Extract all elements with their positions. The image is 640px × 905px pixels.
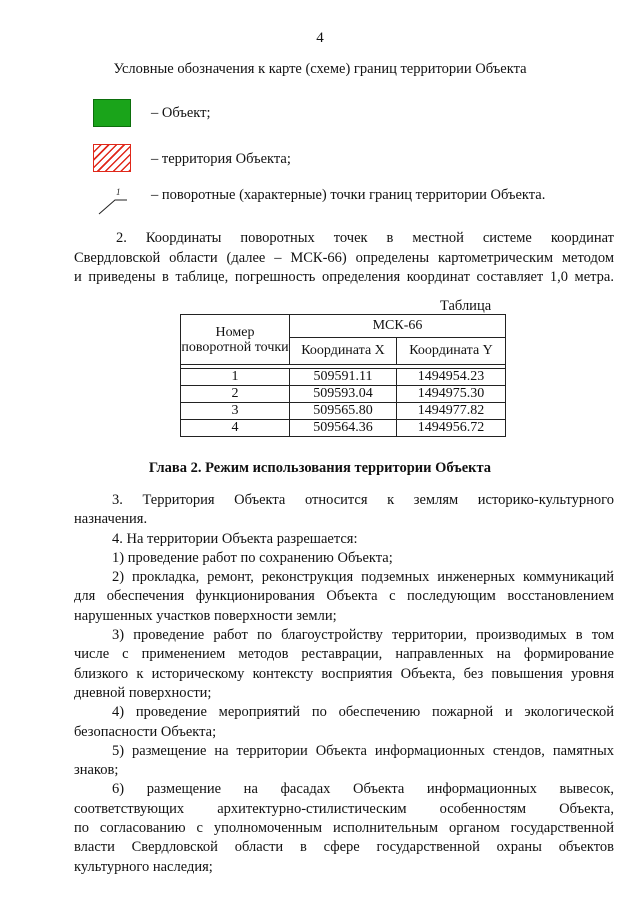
body-line: 1) проведение работ по сохранению Объекта; (112, 549, 393, 566)
cell-point: 2 (181, 386, 290, 403)
header-point-number: Номер поворотной точки (181, 315, 290, 365)
cell-y: 1494977.82 (397, 403, 506, 420)
body-line: 4. На территории Объекта разрешается: (112, 530, 358, 547)
body-line: назначения. (74, 511, 148, 528)
object-swatch-icon (93, 99, 131, 127)
body-line: 6) размещение на фасадах Объекта информационных вывесок, (112, 781, 614, 798)
paragraph-line: 2. Координаты поворотных точек в местной системе координат (116, 230, 614, 246)
body-line: 3) проведение работ по благоустройству территории, производимых в том (112, 627, 614, 644)
header-msk66: МСК-66 (290, 315, 506, 338)
cell-x: 509591.11 (290, 369, 397, 386)
page-number: 4 (316, 30, 324, 46)
body-line: 4) проведение мероприятий по обеспечению пожарной и экологической (112, 704, 614, 721)
body-line: числе с применением методов реставрации, направленных на формирование (74, 646, 614, 663)
cell-y: 1494975.30 (397, 386, 506, 403)
body-line: власти Свердловской области в сфере государственной охраны объектов (74, 839, 614, 856)
body-line: культурного наследия; (74, 858, 213, 875)
cell-point: 1 (181, 369, 290, 386)
body-line: соответствующих архитектурно-стилистическим особенностям Объекта, (74, 800, 614, 817)
body-line: близкого к историческому контексту восприятия Объекта, без повышения уровня (74, 665, 614, 682)
legend-label-points: – поворотные (характерные) точки границ территории Объекта. (151, 187, 546, 203)
turning-point-marker: 1 (116, 187, 121, 197)
body-line: для обеспечения функционирования Объекта с последующим восстановлением (74, 588, 614, 605)
legend-label-object: – Объект; (151, 105, 211, 121)
body-line: знаков; (74, 762, 119, 779)
cell-x: 509565.80 (290, 403, 397, 420)
table-row (181, 386, 506, 403)
cell-point: 4 (181, 420, 290, 437)
paragraph-coordinates (74, 229, 614, 288)
chapter-body (74, 491, 614, 877)
body-line: дневной поверхности; (74, 684, 212, 701)
body-line: нарушенных участков поверхности земли; (74, 607, 337, 624)
cell-y: 1494954.23 (397, 369, 506, 386)
cell-point: 3 (181, 403, 290, 420)
body-line: 2) прокладка, ремонт, реконструкция подземных инженерных коммуникаций (112, 569, 614, 586)
body-line: по согласованию с уполномоченным исполнительным органом государственной (74, 820, 614, 837)
cell-x: 509564.36 (290, 420, 397, 437)
table-row (181, 369, 506, 386)
body-line: 5) размещение на территории Объекта информационных стендов, памятных (112, 742, 614, 759)
body-line: 3. Территория Объекта относится к землям историко-культурного (112, 492, 614, 508)
coordinates-table (180, 314, 506, 437)
turning-point-icon (93, 184, 133, 216)
header-coordinate-y: Координата Y (397, 338, 506, 365)
table-row (181, 420, 506, 437)
legend-label-territory: – территория Объекта; (151, 151, 291, 167)
chapter-heading: Глава 2. Режим использования территории Объекта (148, 460, 492, 476)
table-row (181, 403, 506, 420)
paragraph-line: и приведены в таблице, погрешность определения координат составляет 1,0 метра. (74, 269, 614, 285)
legend-title: Условные обозначения к карте (схеме) границ территории Объекта (113, 61, 527, 77)
body-line: безопасности Объекта; (74, 723, 217, 740)
cell-x: 509593.04 (290, 386, 397, 403)
table-caption: Таблица (440, 298, 492, 314)
cell-y: 1494956.72 (397, 420, 506, 437)
territory-hatch-icon (93, 144, 131, 172)
paragraph-line: Свердловской области (далее – МСК-66) определены картометрическим методом (74, 249, 614, 266)
header-coordinate-x: Координата X (290, 338, 397, 365)
